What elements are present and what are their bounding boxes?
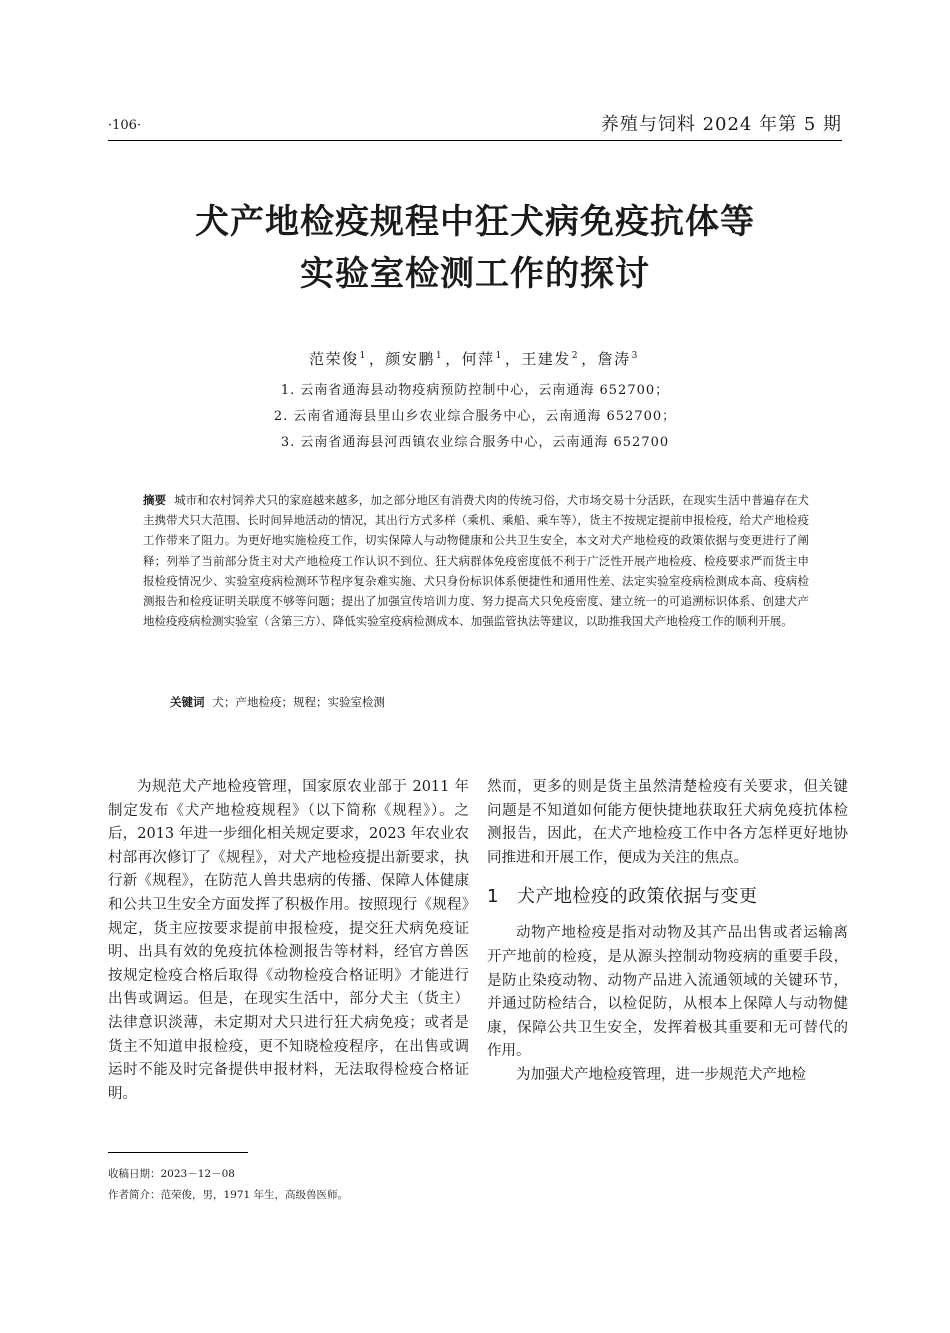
- keywords-label: 关键词: [170, 695, 205, 709]
- author-4: 王建发$^2$: [521, 350, 580, 368]
- page-header: [108, 108, 842, 138]
- abstract-text: 城市和农村饲养犬只的家庭越来越多，加之部分地区有消费犬肉的传统习俗，犬市场交易十分活跃，在现实生活中普遍存在犬主携带犬只大范围、长时间异地活动的情况，其出行方式多样（乘机、乘船、乘车等），货主不按规定提前申报检疫，给犬产地检疫工作带来了阻力。为更好地实施检疫工作，切实保障人与动物健康和公共卫生安全，本文对犬产地检疫的政策依据与变更进行了阐释；列举了当前部分货主对犬产地检疫工作认识不到位、狂犬病群体免疫密度低不利于广泛性开展产地检疫、检疫要求严而货主申报检疫情况少、实验室疫病检测环节程序复杂难实施、犬只身份标识体系便捷性和通用性差、法定实验室疫病检测成本高、疫病检测报告和检疫证明关联度不够等问题；提出了加强宣传培训力度、努力提高犬只免疫密度、建立统一的可追溯标识体系、创建犬产地检疫疫病检测实验室（含第三方）、降低实验室疫病检测成本、加强监管执法等建议，以助推我国犬产地检疫工作的顺利开展。: [143, 493, 809, 629]
- header-rule: [108, 140, 842, 141]
- author-1: 范荣俊$^1$: [309, 350, 367, 368]
- author-3: 何萍$^1$: [461, 350, 503, 368]
- body-paragraph: 为规范犬产地检疫管理，国家原农业部于 2011 年制定发布《犬产地检疫规程》（以下简称《规程》）。之后，2013 年进一步细化相关规定要求，2023 年农业农村部再次修订了《规程》，对犬产地检疫提出新要求，执行新《规程》，在防范人兽共患病的传播、保障人体健康和公共卫生安全方面发挥了积极作用。按照现行《规程》规定，货主应按要求提前申报检疫，提交狂犬病免疫证明、出具有效的免疫抗体检测报告等材料，经官方兽医按规定检疫合格后取得《动物检疫合格证明》才能进行出售或调运。但是，在现实生活中，部分犬主（货主）法律意识淡薄，未定期对犬只进行狂犬病免疫；或者是货主不知道申报检疫，更不知晓检疫程序，在出售或调运时不能及时完备提供申报材料，无法取得检疫合格证明。: [108, 779, 469, 1102]
- body-paragraph: 为加强犬产地检疫管理，进一步规范犬产地检: [516, 1066, 806, 1083]
- affiliation-1: 1. 云南省通海县动物疫病预防控制中心，云南通海 652700；: [280, 383, 670, 398]
- journal-name: 养殖与饲料 2024 年第 5 期: [600, 114, 842, 135]
- title-line-2: 实验室检测工作的探讨: [300, 254, 650, 294]
- article-title: [60, 196, 890, 300]
- section-heading-1: [487, 884, 848, 910]
- footnote-author-bio: 作者简介：范荣俊，男，1971 年生，高级兽医师。: [108, 1189, 349, 1201]
- section-number: 1: [487, 886, 499, 908]
- body-column-left: [108, 776, 469, 1106]
- footnote-received-date: 收稿日期：2023－12－08: [108, 1168, 235, 1180]
- page-number: ·106·: [108, 118, 142, 133]
- footnote-rule: [108, 1152, 248, 1153]
- affiliation-2: 2. 云南省通海县里山乡农业综合服务中心，云南通海 652700；: [273, 409, 677, 424]
- affiliation-3: 3. 云南省通海县河西镇农业综合服务中心，云南通海 652700: [280, 435, 670, 450]
- keywords: [170, 694, 810, 710]
- section-title: 犬产地检疫的政策依据与变更: [516, 886, 758, 908]
- keywords-text: 犬；产地检疫；规程；实验室检测: [212, 695, 385, 709]
- abstract: [143, 490, 809, 631]
- abstract-label: 摘要: [143, 493, 167, 507]
- author-5: 詹涛$^3$: [597, 350, 639, 368]
- body-paragraph-continued: 然而，更多的则是货主虽然清楚检疫有关要求，但关键问题是不知道如何能方便快捷地获取狂犬病免疫抗体检测报告，因此，在犬产地检疫工作中各方怎样更好地协同推进和开展工作，便成为关注的焦点。: [487, 779, 848, 866]
- author-2: 颜安鹏$^1$: [385, 350, 444, 368]
- author-list: 范荣俊$^1$ ，颜安鹏$^1$ ，何萍$^1$ ，王建发$^2$ ，詹涛$^3$: [309, 350, 639, 368]
- title-line-1: 犬产地检疫规程中狂犬病免疫抗体等: [195, 202, 755, 242]
- body-column-right: [487, 776, 848, 1088]
- body-paragraph: 动物产地检疫是指对动物及其产品出售或者运输离开产地前的检疫，是从源头控制动物疫病的重要手段，是防止染疫动物、动物产品进入流通领域的关键环节，并通过防检结合，以检促防，从根本上保障人与动物健康，保障公共卫生安全，发挥着极其重要和无可替代的作用。: [487, 925, 848, 1060]
